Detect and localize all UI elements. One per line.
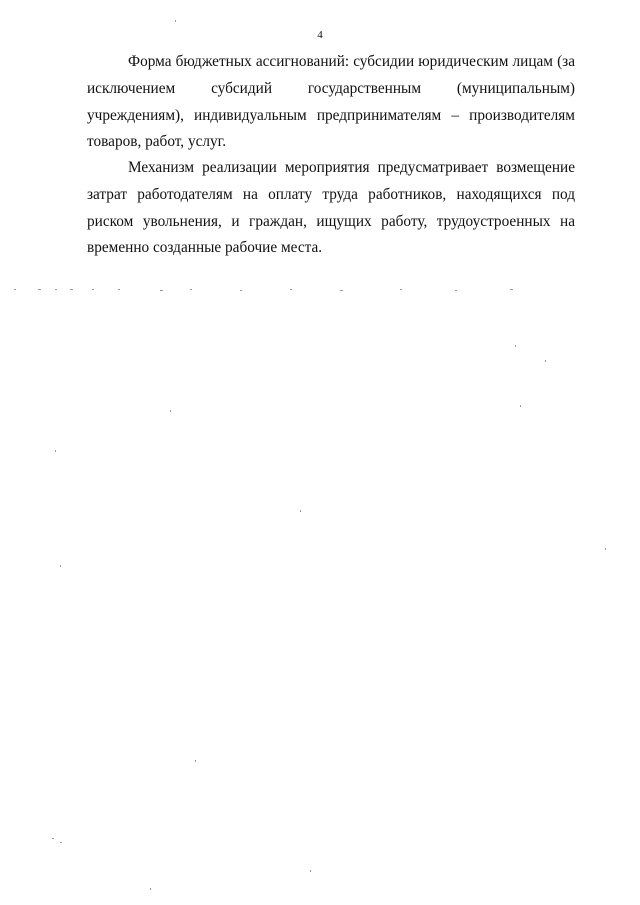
paragraph-text: Форма бюджетных ассигнований: субсидии юридическим лицам (за исключением субсидий государственным (муниципальным) учреждениям), индивидуальным предпринимателям – производителям товаров, работ, услуг. — [87, 53, 575, 151]
paragraph-text: Механизм реализации мероприятия предусматривает возмещение затрат работодателям на оплату труда работников, находящихся под риском увольнения, и граждан, ищущих работу, трудоустроенных на временно созданные рабочие места. — [87, 159, 575, 257]
paragraph-implementation-mechanism — [87, 155, 575, 262]
paragraph-budget-allocation-form — [87, 49, 575, 156]
page-number: 4 — [317, 29, 323, 41]
